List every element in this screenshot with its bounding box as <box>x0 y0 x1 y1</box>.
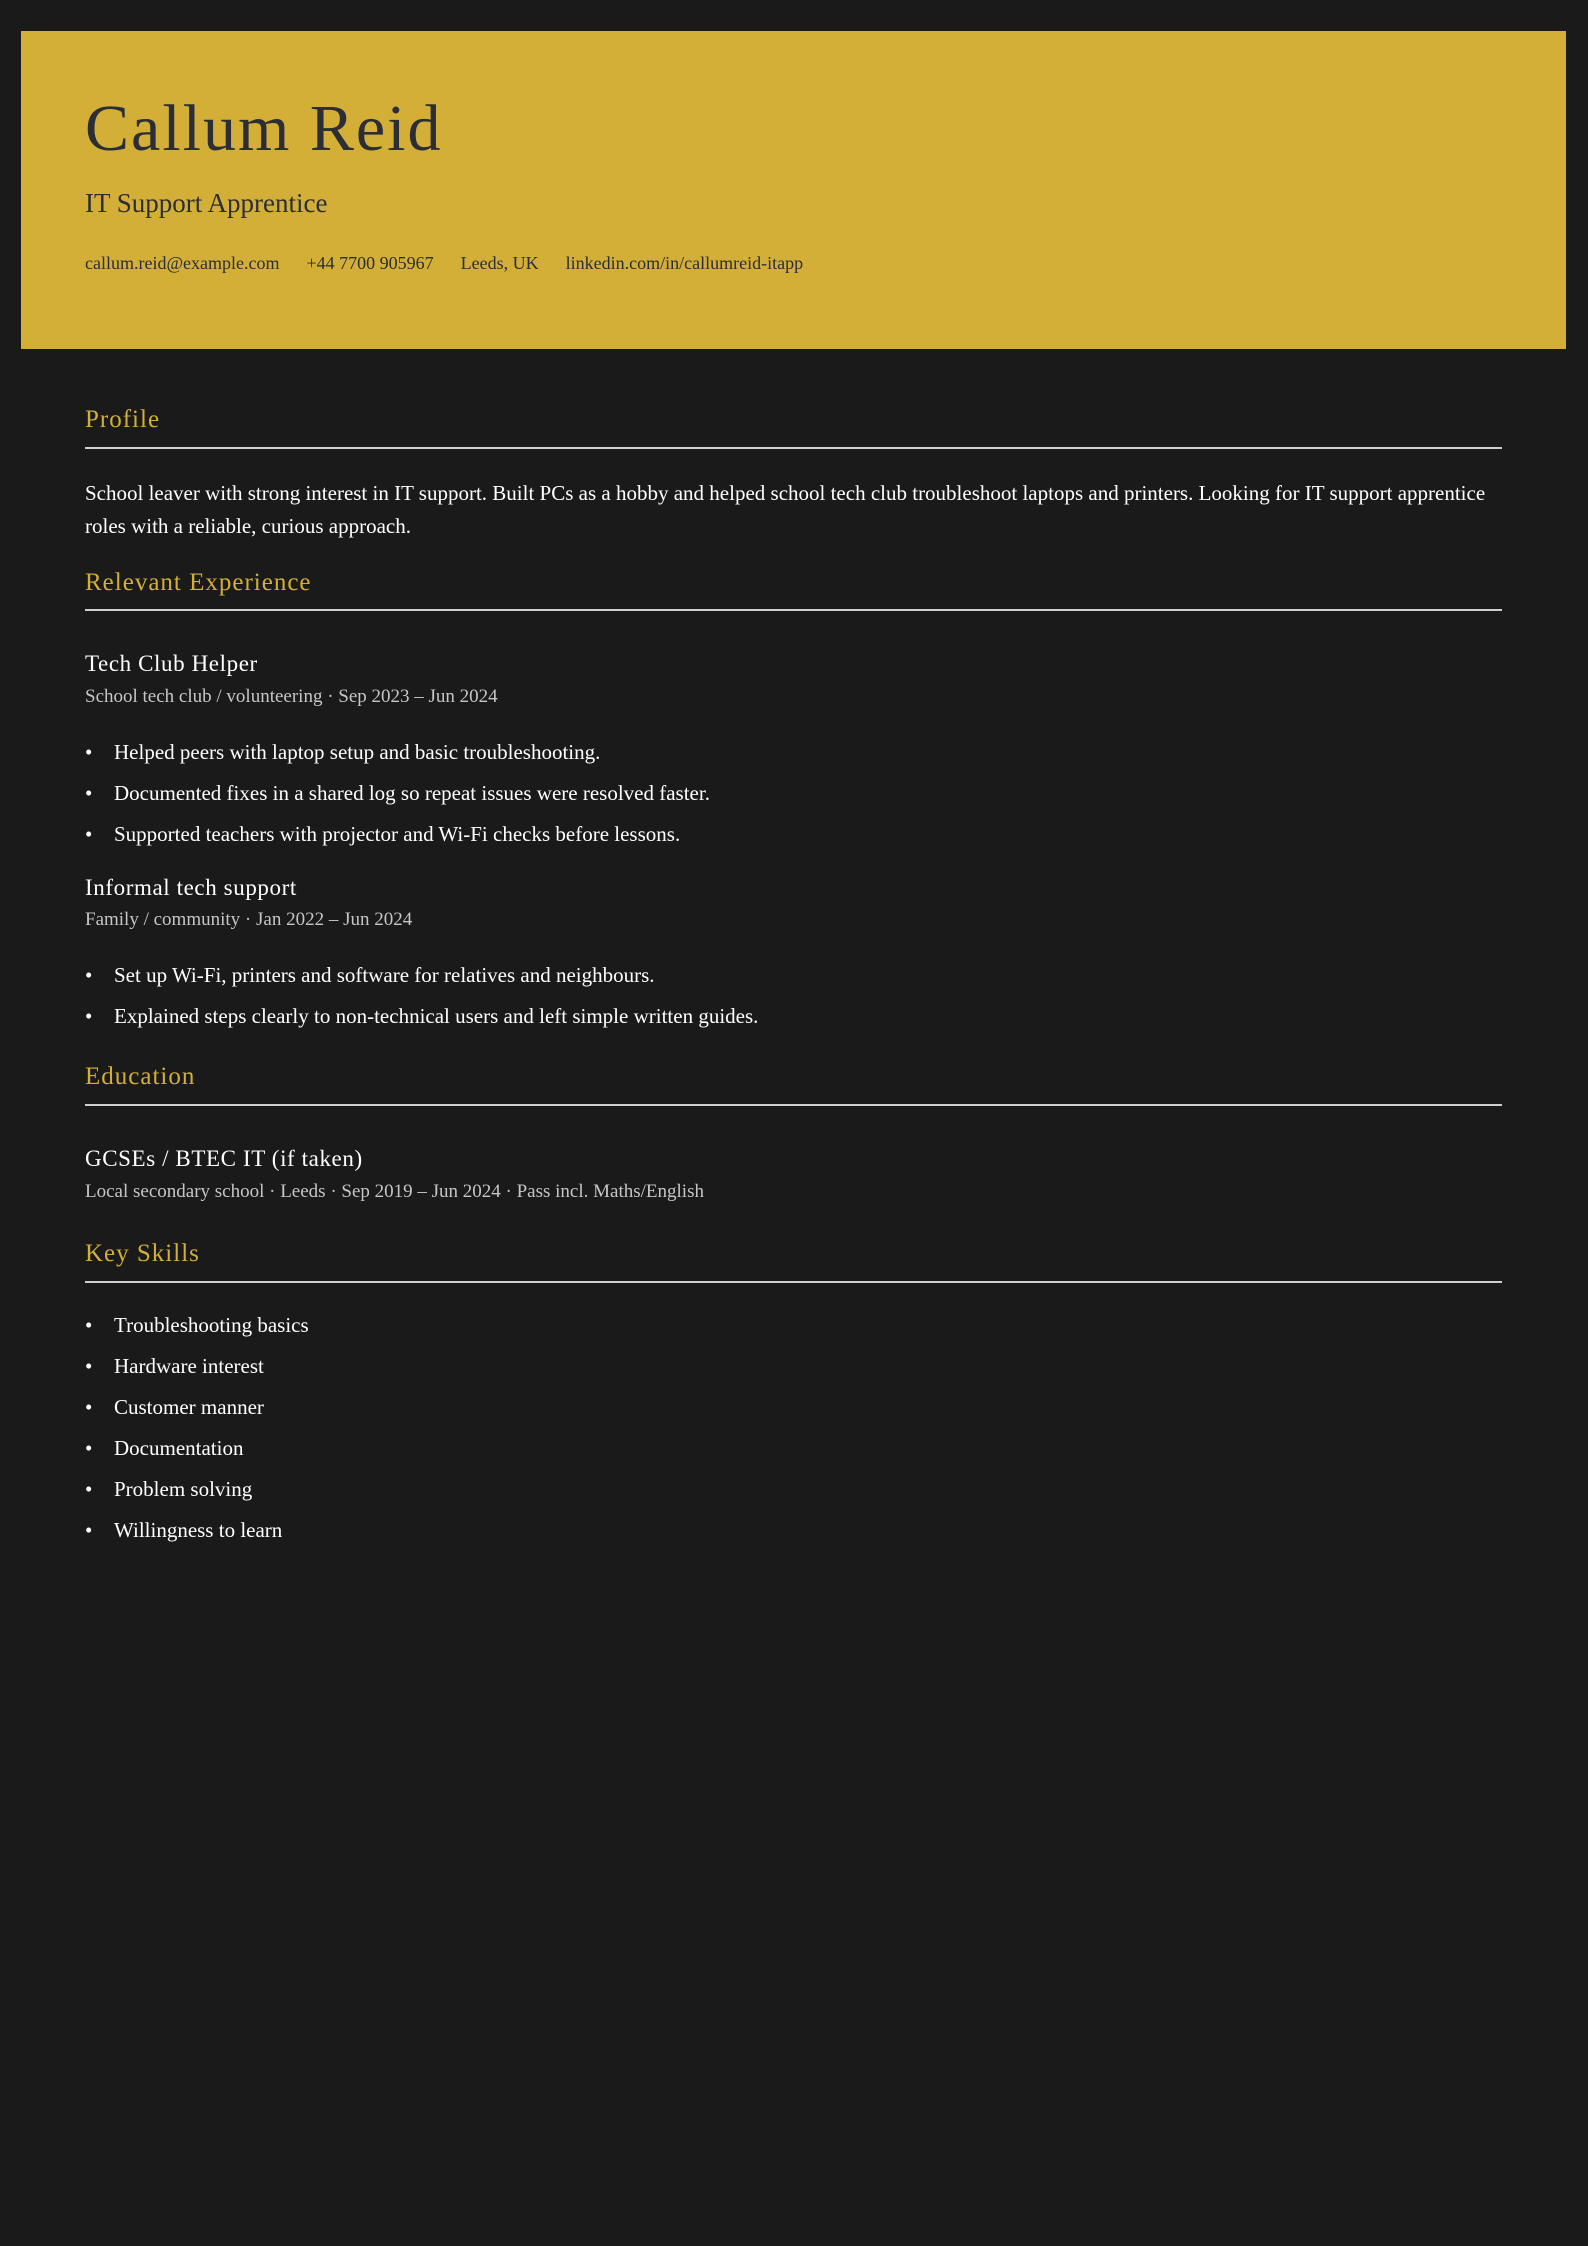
section-divider <box>85 447 1502 449</box>
skill-item: • Problem solving <box>85 1469 1502 1510</box>
experience-bullets <box>85 732 1502 855</box>
skills-list <box>85 1305 1502 1551</box>
experience-title: Tech Club Helper <box>85 651 258 676</box>
education-title: GCSEs / BTEC IT (if taken) <box>85 1145 363 1171</box>
experience-bullet: • Explained steps clearly to non-technical users and left simple written guides. <box>85 996 1502 1037</box>
experience-bullet: • Helped peers with laptop setup and basic troubleshooting. <box>85 732 1502 773</box>
job-title-headline: IT Support Apprentice <box>85 188 328 218</box>
section-heading-profile: Profile <box>85 406 161 433</box>
education-section <box>85 1061 1502 1204</box>
profile-section <box>85 404 1502 543</box>
candidate-name: Callum Reid <box>85 92 443 165</box>
section-divider <box>85 1281 1502 1283</box>
experience-bullet: • Documented fixes in a shared log so repeat issues were resolved faster. <box>85 773 1502 814</box>
skill-item: • Willingness to learn <box>85 1510 1502 1551</box>
section-heading-education: Education <box>85 1063 196 1091</box>
skill-item: • Troubleshooting basics <box>85 1305 1502 1346</box>
profile-text: School leaver with strong interest in IT support. Built PCs as a hobby and helped school tech club troubleshoot laptops and printers. Looking for IT support apprentice roles with a reliable, curious approach. <box>85 480 1486 538</box>
experience-section <box>85 567 1502 1038</box>
experience-entry <box>85 873 1502 1038</box>
skills-section <box>85 1238 1502 1551</box>
section-heading-skills: Key Skills <box>85 1240 200 1268</box>
section-divider <box>85 1104 1502 1106</box>
contact-phone: +44 7700 905967 <box>306 253 434 273</box>
experience-bullet: • Supported teachers with projector and Wi-Fi checks before lessons. <box>85 814 1502 855</box>
contact-location: Leeds, UK <box>460 253 539 273</box>
skill-item: • Hardware interest <box>85 1346 1502 1387</box>
contact-list <box>85 253 803 275</box>
experience-title: Informal tech support <box>85 874 297 900</box>
contact-linkedin: linkedin.com/in/callumreid-itapp <box>565 253 804 273</box>
skill-item: • Customer manner <box>85 1387 1502 1428</box>
experience-meta: Family / community · Jan 2022 – Jun 2024 <box>85 909 413 931</box>
experience-entry <box>85 649 1502 855</box>
experience-bullet: • Set up Wi-Fi, printers and software for relatives and neighbours. <box>85 955 1502 996</box>
experience-meta: School tech club / volunteering · Sep 2023 – Jun 2024 <box>85 685 498 707</box>
education-meta: Local secondary school · Leeds · Sep 2019 – Jun 2024 · Pass incl. Maths/English <box>85 1180 704 1202</box>
section-heading-experience: Relevant Experience <box>85 568 312 596</box>
skill-item: • Documentation <box>85 1428 1502 1469</box>
resume-body <box>85 404 1502 1551</box>
contact-email: callum.reid@example.com <box>85 253 280 273</box>
experience-bullets <box>85 955 1502 1037</box>
section-divider <box>85 609 1502 611</box>
resume-header <box>21 31 1566 349</box>
